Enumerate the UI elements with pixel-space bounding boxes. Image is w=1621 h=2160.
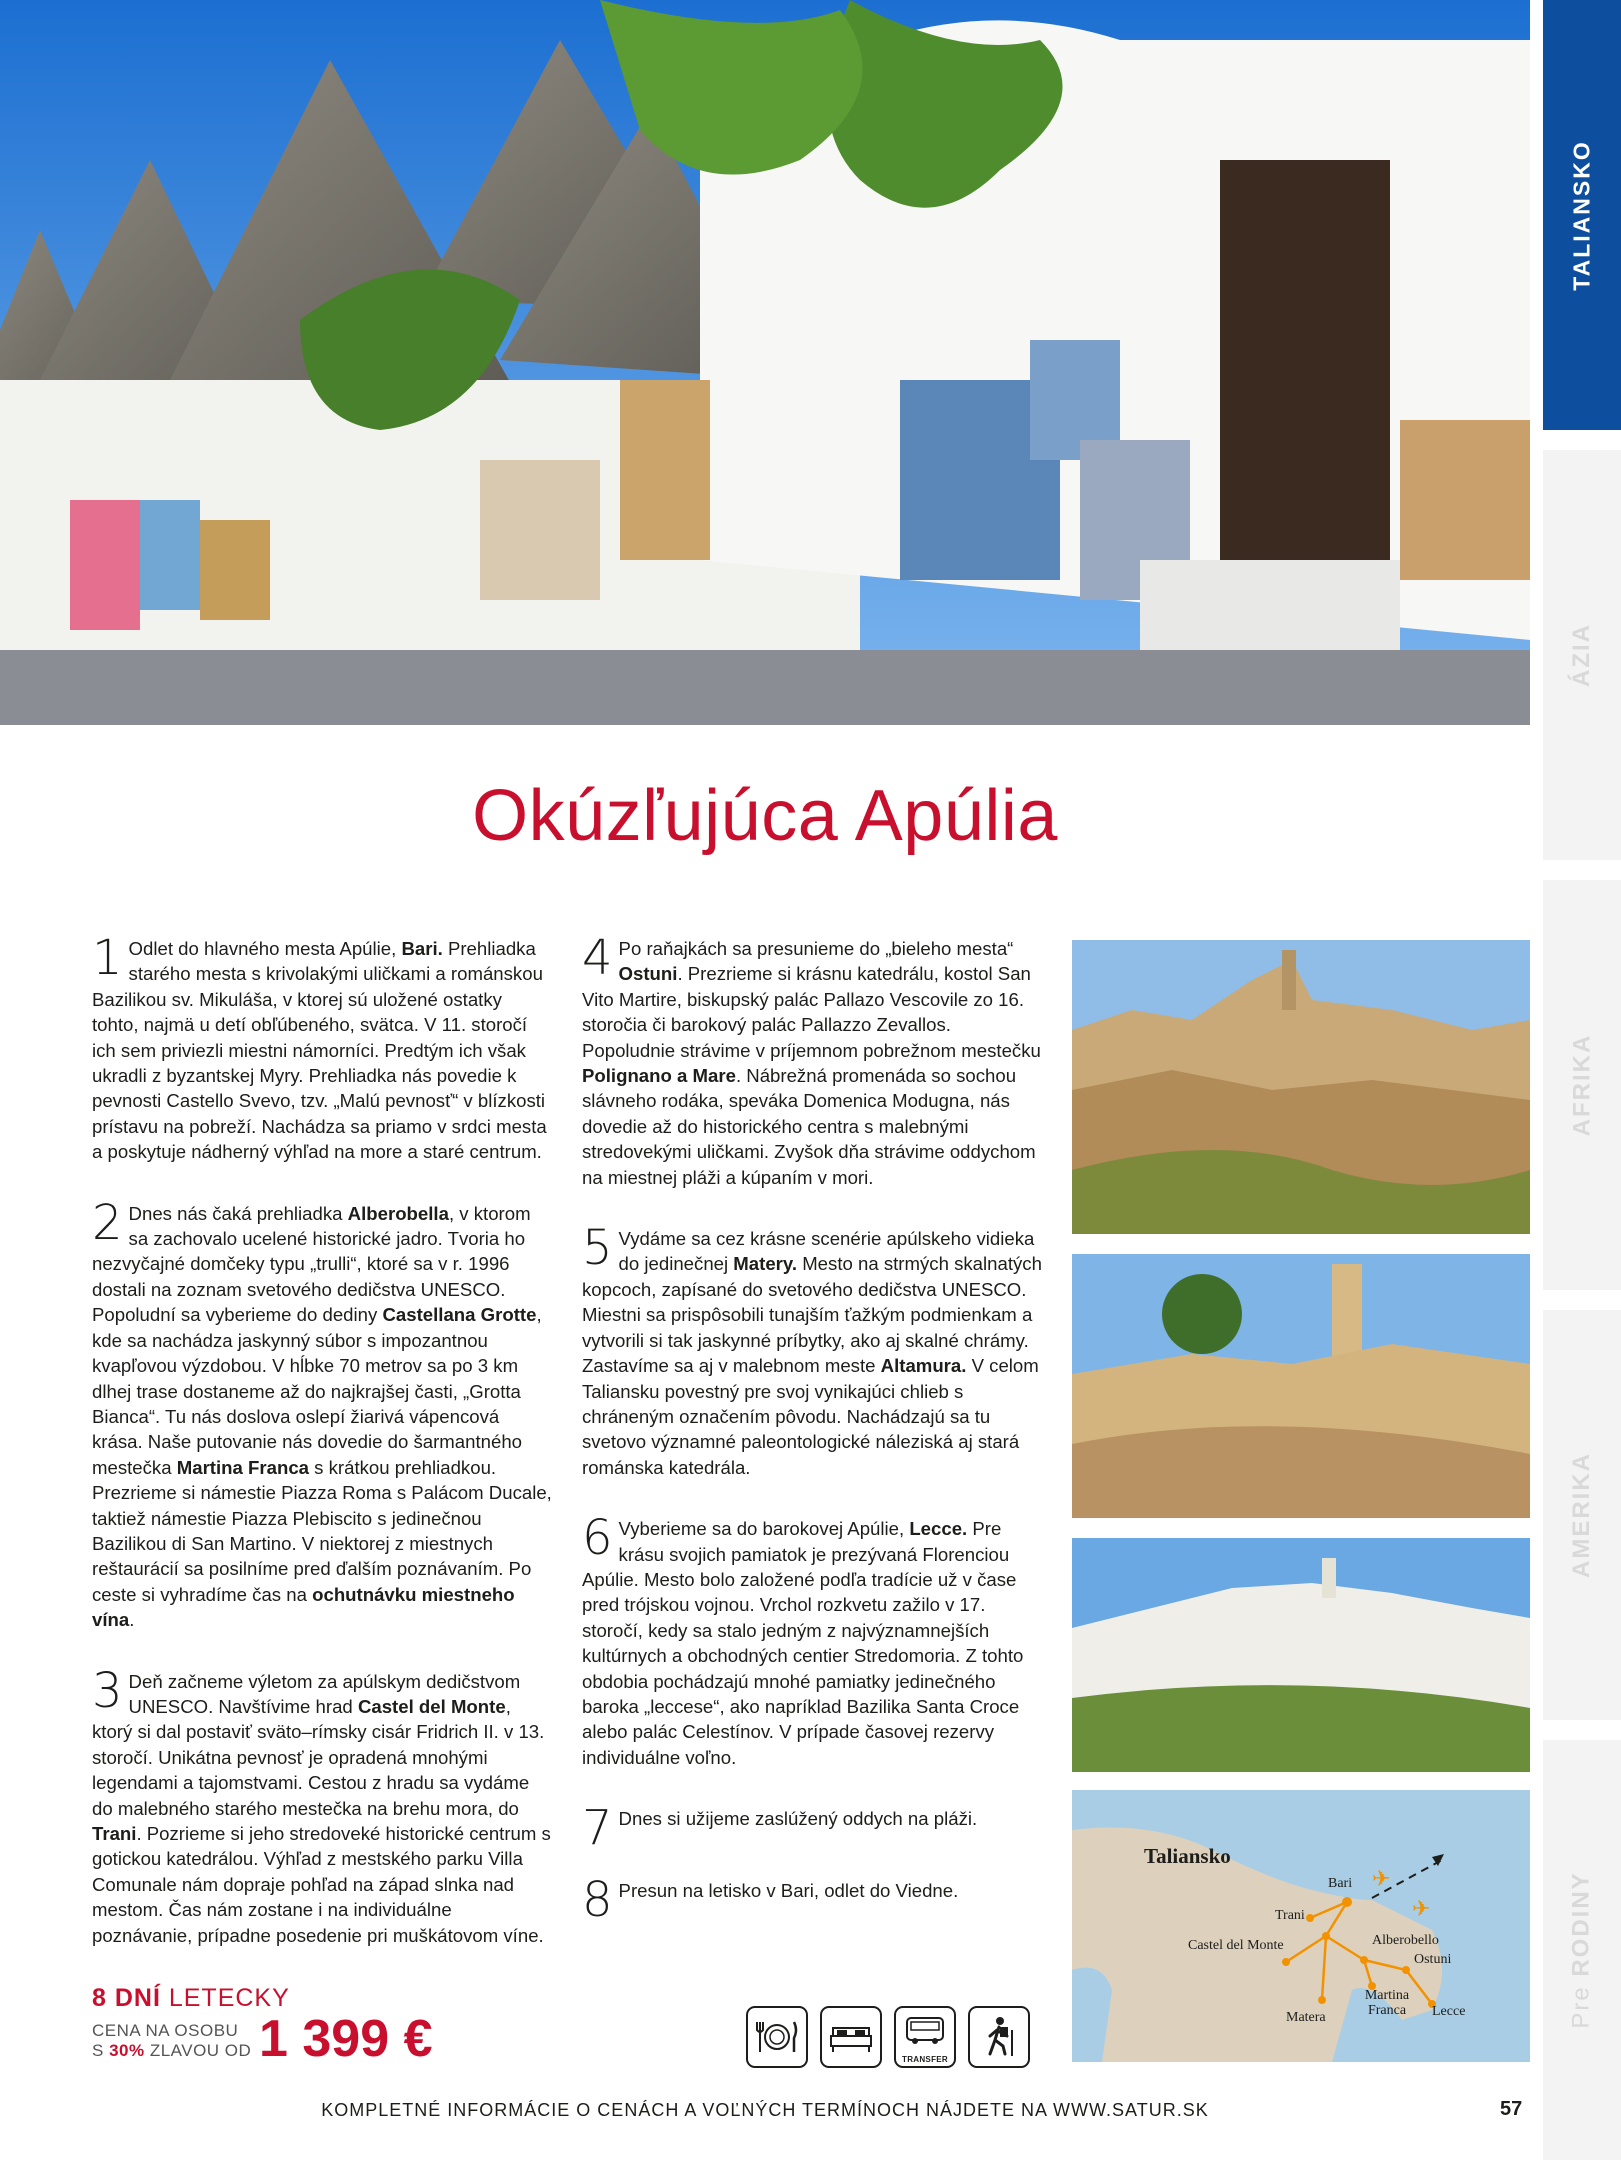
itinerary-day-8 xyxy=(582,1871,1044,1928)
map-city-alberobello: Alberobello xyxy=(1372,1933,1439,1948)
day-highlight: Castellana Grotte xyxy=(382,1304,537,1326)
transfer-bus-icon xyxy=(894,2006,956,2068)
itinerary-day-5 xyxy=(582,1220,1044,1480)
price-label-pre: S xyxy=(92,2041,110,2060)
day-number: 4 xyxy=(582,930,613,986)
day-text: . xyxy=(129,1609,135,1631)
day-highlight: Martina Franca xyxy=(176,1456,309,1478)
day-text: s krátkou prehliadkou. Prezrieme si námestie Piazza Roma s Palácom Ducale, taktiež námestie Piazza Plebiscito s jedinečnou Bazilikou di San Martino. V niektorej z miestnych reštaurácií sa posilníme pred ďalším poznávaním. Po ceste si vyhradíme čas na xyxy=(92,1456,552,1605)
price-value: 1 399 € xyxy=(259,2010,433,2068)
page-number: 57 xyxy=(1500,2098,1523,2120)
region-tabs xyxy=(1543,0,1621,2160)
price-label-line1: CENA NA OSOBU xyxy=(92,2021,239,2040)
transfer-label: TRANSFER xyxy=(902,2055,948,2064)
day-highlight: Ostuni xyxy=(618,963,678,985)
day-number: 2 xyxy=(92,1194,123,1251)
day-text: Prehliadka starého mesta s krivolakými uličkami a románskou Bazilikou sv. Mikuláša, v ktorej sú uložené ostatky tohto, najmä u detí obľúbeného, svätca. V 11. storočí ich sem priviezli miestni námorníci. Predtým ich však ukradli z byzantskej Myry. Prehliadka nás povedie k pevnosti Castello Svevo, tzv. „Malú pevnosť“ v blízkosti prístavu na pobreží. Nachádza sa priamo v srdci mesta a poskytuje nádherný výhľad na more a staré centrum. xyxy=(92,938,547,1163)
day-text: Mesto na strmých skalnatých kopcoch, zapísané do svetového dedičstva UNESCO. Miestni sa prispôsobili tunajším ťažkým podmienkam a vytvorili si tak jaskynné príbytky, ako aj skalné chrámy. Zastavíme sa aj v malebnom meste xyxy=(582,1253,1042,1377)
day-number: 6 xyxy=(582,1510,613,1567)
day-text: Deň začneme výletom za apúlskym dedičstvom UNESCO. Navštívime hrad xyxy=(128,1670,521,1717)
route-map xyxy=(1072,1790,1530,2062)
day-text: , v ktorom sa zachovalo ucelené historické jadro. Tvoria ho nezvyčajné domčeky typu „trulli“, ktoré sa v r. 1996 dostali na zoznam svetového dedičstva UNESCO. Popoludní sa vyberieme do dediny xyxy=(92,1202,531,1326)
day-text: . Prezrieme si krásnu katedrálu, kostol San Vito Martire, biskupský palác Pallazo Vescovile zo 16. storočia či barokový palác Pallazzo Zevallos. Popoludnie strávime v príjemnom pobrežnom mestečku xyxy=(582,963,1041,1061)
day-text: Dnes nás čaká prehliadka xyxy=(128,1202,348,1224)
day-highlight: Altamura. xyxy=(880,1355,967,1377)
day-number: 7 xyxy=(582,1800,613,1857)
price-label-line2 xyxy=(92,2041,251,2061)
itinerary-day-3 xyxy=(92,1662,552,1948)
map-city-matera: Matera xyxy=(1286,2010,1326,2025)
day-text: , ktorý si dal postaviť sväto–rímsky cisár Fridrich II. v 13. storočí. Unikátna pevnosť je opradená mnohými legendami a tajomstvami. Cestou z hradu sa vydáme do malebného starého mestečka na brehu mora, do xyxy=(92,1695,545,1819)
tab-pre-rodiny-label xyxy=(1568,1871,1596,2028)
hiking-icon xyxy=(968,2006,1030,2068)
day-number: 3 xyxy=(92,1662,123,1719)
day-highlight: Trani xyxy=(92,1823,137,1844)
footer-info: KOMPLETNÉ INFORMÁCIE O CENÁCH A VOĽNÝCH TERMÍNOCH NÁJDETE NA WWW.SATUR.SK xyxy=(321,2100,1209,2120)
duration-transport: LETECKY xyxy=(160,1984,290,2012)
day-highlight: Alberobella xyxy=(347,1202,449,1224)
map-country-label: Taliansko xyxy=(1144,1844,1231,1868)
tab-afrika-label: AFRIKA xyxy=(1568,1033,1595,1137)
photo-ostuni xyxy=(1072,1538,1530,1772)
itinerary-column-middle xyxy=(582,930,1044,1939)
bed-icon xyxy=(820,2006,882,2068)
day-number: 1 xyxy=(92,930,123,986)
tab-taliansko[interactable] xyxy=(1543,0,1621,430)
day-highlight: Bari. xyxy=(401,938,443,959)
map-city-bari: Bari xyxy=(1328,1876,1353,1891)
itinerary-column-left xyxy=(92,930,552,1984)
tab-afrika[interactable] xyxy=(1543,880,1621,1290)
tab-azia[interactable] xyxy=(1543,450,1621,860)
map-city-lecce: Lecce xyxy=(1432,2004,1466,2019)
tab-amerika[interactable] xyxy=(1543,1310,1621,1720)
tab-rodiny-label: RODINY xyxy=(1568,1871,1596,1977)
page-title: Okúzľujúca Apúlia xyxy=(472,776,1058,856)
day-highlight: Matery. xyxy=(733,1253,798,1275)
tab-amerika-label: AMERIKA xyxy=(1568,1452,1595,1578)
photo-altamura xyxy=(1072,1254,1530,1518)
tab-pre-rodiny[interactable] xyxy=(1543,1740,1621,2160)
svg-text:✈: ✈ xyxy=(1412,1897,1431,1922)
meals-icon xyxy=(746,2006,808,2068)
itinerary-day-6 xyxy=(582,1510,1044,1770)
day-text: . Nábrežná promenáda so sochou slávneho rodáka, speváka Domenica Modugna, nás dovedie až do historického centra s malebnými stredovekými uličkami. Zvyšok dňa strávime oddychom na miestnej pláži a kúpaním v mori. xyxy=(582,1065,1036,1188)
day-text: , kde sa nachádza jaskynný súbor s impozantnou kvapľovou výzdobou. V hĺbke 70 metrov sa po 3 km dlhej trase dostaneme až do najkrajšej časti, „Grotta Bianca“. Tu nás doslova oslepí žiarivá vápencová krása. Naše putovanie nás dovedie do šarmantného mestečka xyxy=(92,1304,542,1478)
itinerary-day-1 xyxy=(92,930,552,1165)
map-city-ostuni: Ostuni xyxy=(1414,1952,1452,1967)
itinerary-day-2 xyxy=(92,1194,552,1633)
hero-photo-alberobello-trulli xyxy=(0,0,1530,725)
map-city-trani: Trani xyxy=(1275,1908,1305,1923)
day-highlight: Polignano a Mare xyxy=(582,1065,736,1087)
day-number: 8 xyxy=(582,1871,613,1928)
day-highlight: Lecce. xyxy=(909,1518,968,1540)
photo-matera xyxy=(1072,940,1530,1234)
tab-taliansko-label: TALIANSKO xyxy=(1568,139,1595,291)
day-highlight: Castel del Monte xyxy=(357,1695,506,1717)
itinerary-day-4 xyxy=(582,930,1044,1190)
day-text: Vydáme sa cez krásne scenérie apúlskeho vidieka do jedinečnej xyxy=(618,1228,1035,1275)
tab-azia-label: ÁZIA xyxy=(1568,623,1595,687)
day-number: 5 xyxy=(582,1220,613,1277)
day-text: Pre krásu svojich pamiatok je prezývaná Florenciou Apúlie. Mesto bolo založené podľa tradície už v čase pred trójskou vojnou. Vrchol rozkvetu zažilo v 17. storočí, kedy sa stalo jedným z najvýznamnejších kultúrnych a obchodných centier Stredomoria. Z tohto obdobia pochádzajú mnohé pamiatky jedinečného baroka „leccese“, ako napríklad Bazilika Santa Croce alebo palác Celestínov. V prípade časovej rezervy individuálne voľno. xyxy=(582,1518,1024,1768)
discount-value: 30% xyxy=(109,2041,145,2060)
duration-days: 8 DNÍ xyxy=(92,1984,161,2012)
service-icons xyxy=(746,2006,1030,2068)
day-text: V celom Taliansku povestný pre svoj vynikajúci chlieb s chráneným označením pôvodu. Nachádzajú sa tu svetovo významné paleontologické náleziská aj stará románska katedrála. xyxy=(582,1355,1039,1478)
day-highlight: ochutnávku miestneho vína xyxy=(92,1583,515,1631)
price-box xyxy=(92,1984,433,2077)
day-text: Odlet do hlavného mesta Apúlie, xyxy=(128,938,402,959)
day-text: Po raňajkách sa presunieme do „bieleho mesta“ xyxy=(618,938,1014,959)
svg-text:✈: ✈ xyxy=(1372,1867,1391,1892)
day-text: Vyberieme sa do barokovej Apúlie, xyxy=(618,1518,910,1540)
map-city-castel-del-monte: Castel del Monte xyxy=(1188,1938,1284,1953)
map-city-martina-franca: Martina Franca xyxy=(1364,1988,1410,2018)
itinerary-day-7 xyxy=(582,1800,1044,1857)
price-line xyxy=(92,2010,433,2077)
day-text: Dnes si užijeme zaslúžený oddych na pláži. xyxy=(618,1808,978,1830)
tab-pre-label: Pre xyxy=(1568,1976,1596,2029)
price-label-post: ZLAVOU OD xyxy=(144,2041,252,2060)
day-text: . Pozrieme si jeho stredoveké historické centrum s gotickou katedrálou. Výhľad z mestského parku Villa Comunale nám dopraje pohľad na západ slnka nad mestom. Čas nám zostane i na individuálne poznávanie, prípadne posedenie pri muškátovom víne. xyxy=(92,1823,551,1946)
day-text: Presun na letisko v Bari, odlet do Viedne. xyxy=(618,1879,959,1901)
price-label xyxy=(92,2021,251,2061)
